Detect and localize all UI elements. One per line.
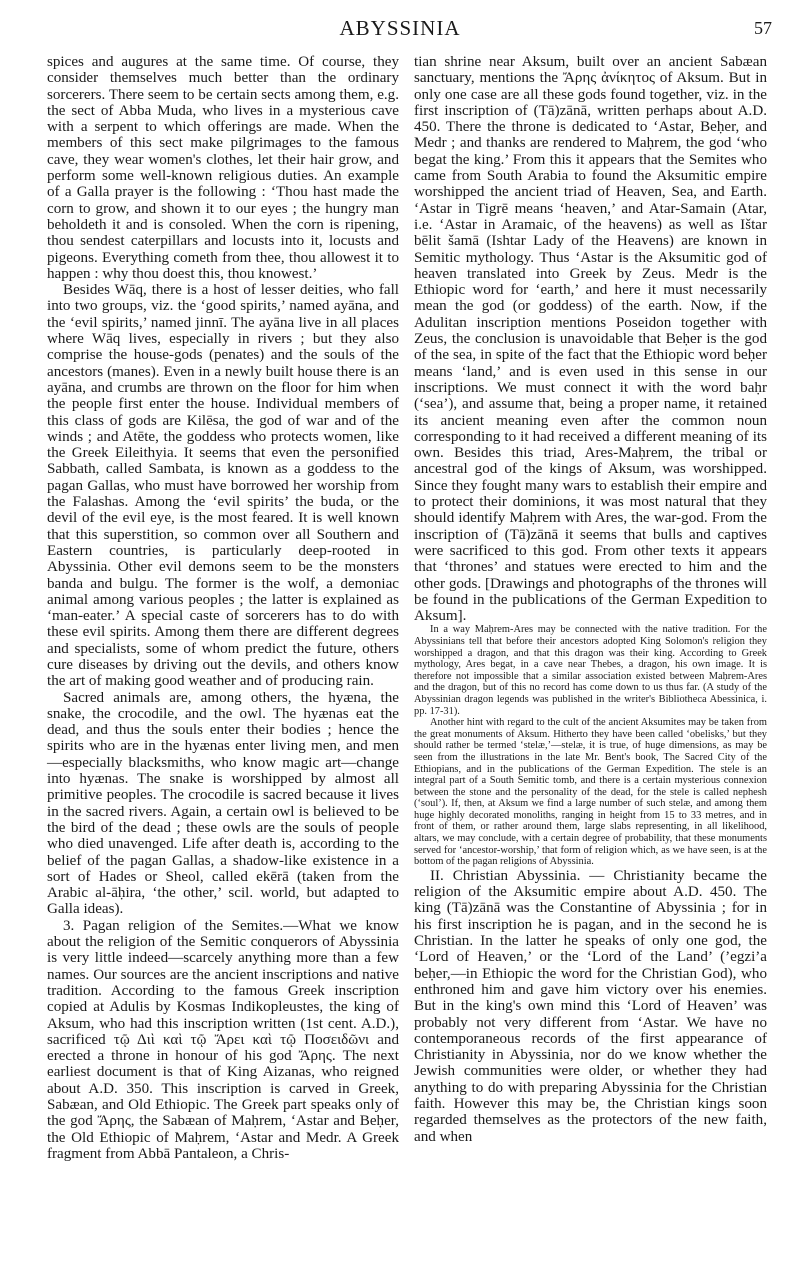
- paragraph: Besides Wāq, there is a host of lesser deities, who fall into two groups, viz. the ‘good spirits,’ named ayāna, and the ‘evil spirits,’ named jinnī. The ayāna live in all places where Wāq lives, especially in rivers ; but they also comprise the house-gods (penates) and the souls of the ancestors (manes). Even in a newly built house there is an ayāna, and crumbs are thrown on the floor for him when the people first enter the house. Individual members of this class of gods are Kilēsa, the god of war and of the winds ; and Atēte, the goddess who protects women, like the Greek Eileithyia. It seems that even the personified Sabbath, called Sambata, is known as a goddess to the pagan Gallas, who must have borrowed her worship from the Falashas. Among the ‘evil spirits’ the buda, or the devil of the evil eye, is the most feared. It is well known that this superstition, so common over all Southern and Eastern countries, is particularly deep-rooted in Abyssinia. Other evil demons seem to be the monsters banda and bulgu. The former is the wolf, a demoniac animal among various peoples ; the latter is explained as ‘man-eater.’ A special caste of sorcerers has to do with these evil spirits. Among them there are different degrees and specialists, some of whom predict the future, others cure diseases by driving out the devils, and others know the art of making good weather and of producing rain.: [47, 282, 399, 690]
- page-title: ABYSSINIA: [339, 16, 461, 40]
- footnote-paragraph: In a way Maḥrem-Ares may be connected with the native tradition. For the Abyssinians tell that before their ancestors adopted King Solomon's religion they worshipped a dragon, and that this dragon was their king. According to Greek mythology, Ares begat, in a cave near Thebes, a dragon, his own image. It is therefore not impossible that a similar association existed between Maḥrem-Ares and the dragon, but of this no record has come down to us thus far. (A study of the Abyssinian dragon legends was published in the writer's Bibliotheca Abessinica, i. pp. 17-31).: [414, 624, 767, 717]
- section-heading-paragraph: 3. Pagan religion of the Semites.—What we know about the religion of the Semitic conquerors of Abyssinia is very little indeed—scarcely anything more than a few names. Our sources are the ancient inscriptions and native tradition. According to the famous Greek inscription copied at Adulis by Kosmas Indikopleustes, the king of Aksum, who had this inscription written (1st cent. A.D.), sacrificed τῷ Διὶ καὶ τῷ Ἄρει καὶ τῷ Ποσειδῶνι and erected a throne in honour of his god Ἄρης. The next earliest document is that of King Aizanas, who reigned about A.D. 350. This inscription is carved in Greek, Sabæan, and Old Ethiopic. The Greek part speaks only of the god Ἄρης, the Sabæan of Maḥrem, ‘Astar and Beḥer, the Old Ethiopic of Maḥrem, ‘Astar and Medr. A Greek fragment from Abbā Pantaleon, a Chris-: [47, 917, 399, 1162]
- section-heading-paragraph: II. Christian Abyssinia. — Christianity became the religion of the Aksumitic empire about A.D. 450. The king (Tā)zānā was the Constantine of Abyssinia ; for in his first inscription he is pagan, and in the second he is Christian. In the latter he speaks of only one god, the ‘Lord of Heaven,’ or the ‘Lord of the Land’ (’egzi’a beḥer,—in Ethiopic the word for the Christian God), who enthroned him and gave him victory over his enemies. But in the king's own mind this ‘Lord of Heaven’ was probably not very different from ‘Astar. We have no contemporaneous records of the first appearance of Christianity in Abyssinia, nor do we know whether the Jewish communities were older, or whether they had anything to do with preparing Abyssinia for the Christian faith. However this may be, the Christian kings soon regarded themselves as the protectors of the new faith, and when: [414, 867, 767, 1145]
- running-header: [0, 12, 800, 42]
- paragraph: Sacred animals are, among others, the hyæna, the snake, the crocodile, and the owl. The hyænas eat the dead, and thus the souls enter their bodies ; hence the spirits who are in the hyænas enter living men, and men—especially blacksmiths, who know magic art—change into hyænas. The snake is worshipped by almost all primitive peoples. The crocodile is sacred because it lives in the sacred rivers. Again, a certain owl is believed to be the bird of the dead ; these owls are the souls of people who died unavenged. Life after death is, according to the belief of the pagan Gallas, a shadow-like existence in a sort of Hades or Sheol, called ekērā (taken from the Arabic al-āḥira, ‘the other,’ scil. world, but adapted to Galla ideas).: [47, 689, 399, 918]
- left-column: [47, 54, 399, 1162]
- page-number: 57: [754, 18, 772, 38]
- paragraph: tian shrine near Aksum, built over an ancient Sabæan sanctuary, mentions the Ἄρης ἀνίκητος of Aksum. But in only one case are all these gods found together, viz. in the first inscription of (Tā)zānā, written perhaps about A.D. 450. There the throne is dedicated to ‘Astar, Beḥer, and Medr ; and thanks are rendered to Maḥrem, the god ‘who begat the king.’ From this it appears that the Semites who came from South Arabia to found the Aksumitic empire worshipped the ancient triad of Heaven, Sea, and Earth. ‘Astar in Tigrē means ‘heaven,’ and Atar-Samain (Atar, i.e. ‘Astar in Aramaic, of the heavens) as well as Ištar bēlit šamā (Ishtar Lady of the Heavens) are known in Semitic mythology. Thus ‘Astar is the Aksumitic god of heaven translated into Greek by Zeus. Medr is the Ethiopic word for ‘earth,’ and here it must necessarily mean the god (or goddess) of the earth. Now, if the Adulitan inscription mentions Poseidon together with Zeus, the conclusion is unavoidable that Beḥer is the god of the sea, in spite of the fact that the Ethiopic word beḥer means ‘land,’ and is even used in this sense in our inscriptions. We must connect it with the word baḥr (‘sea’), and assume that, being a proper name, it retained its ancient meaning even after the common noun corresponding to it had received a different meaning of its own. Besides this triad, Ares-Maḥrem, the tribal or ancestral god of the kings of Aksum, was worshipped. Since they fought many wars to establish their empire and to protect their dominions, it was most natural that they should identify Maḥrem with Ares, the war-god. From the inscription of (Tā)zānā it seems that bulls and captives were sacrificed to this god. From other texts it appears that ‘thrones’ and statues were erected to him and the other gods. [Drawings and photographs of the thrones will be found in the publications of the German Expedition to Aksum].: [414, 54, 767, 625]
- paragraph: spices and augures at the same time. Of course, they consider themselves much better than the ordinary sorcerers. There seem to be certain sects among them, e.g. the sect of Abba Muda, who lives in a mysterious cave with a serpent to which offerings are made. When the members of this sect make pilgrimages to the famous cave, they wear women's clothes, let their hair grow, and perform some well-known religious duties. An example of a Galla prayer is the following : ‘Thou hast made the corn to grow, and shown it to our eyes ; the hungry man beholdeth it and is consoled. When the corn is ripening, thou sendest caterpillars and locusts into it, locusts and pigeons. Everything cometh from thee, thou allowest it to happen : why thou doest this, thou knowest.’: [47, 54, 399, 282]
- footnote-paragraph: Another hint with regard to the cult of the ancient Aksumites may be taken from the great monuments of Aksum. Hitherto they have been called ‘obelisks,’ but they should rather be termed ‘stelæ,’—stelæ, it is true, of huge dimensions, as may be seen from the illustrations in the late Mr. Bent's book, The Sacred City of the Ethiopians, and in the publications of the German Expedition. The stele is an integral part of a South Semitic tomb, and there is a certain mysterious connexion between the stone and the personality of the dead, for the stele is called nephesh (‘soul’). If, then, at Aksum we find a large number of such stelæ, and among them huge highly decorated monoliths, ranging in height from 15 to 33 metres, and in front of them, or rather around them, large slabs representing, in all likelihood, altars, we may conclude, with a certain degree of probability, that these monuments served for ‘ancestor-worship,’ that form of religion which, as we have seen, is at the bottom of the pagan religions of Abyssinia.: [414, 717, 767, 868]
- right-column: [414, 54, 767, 1145]
